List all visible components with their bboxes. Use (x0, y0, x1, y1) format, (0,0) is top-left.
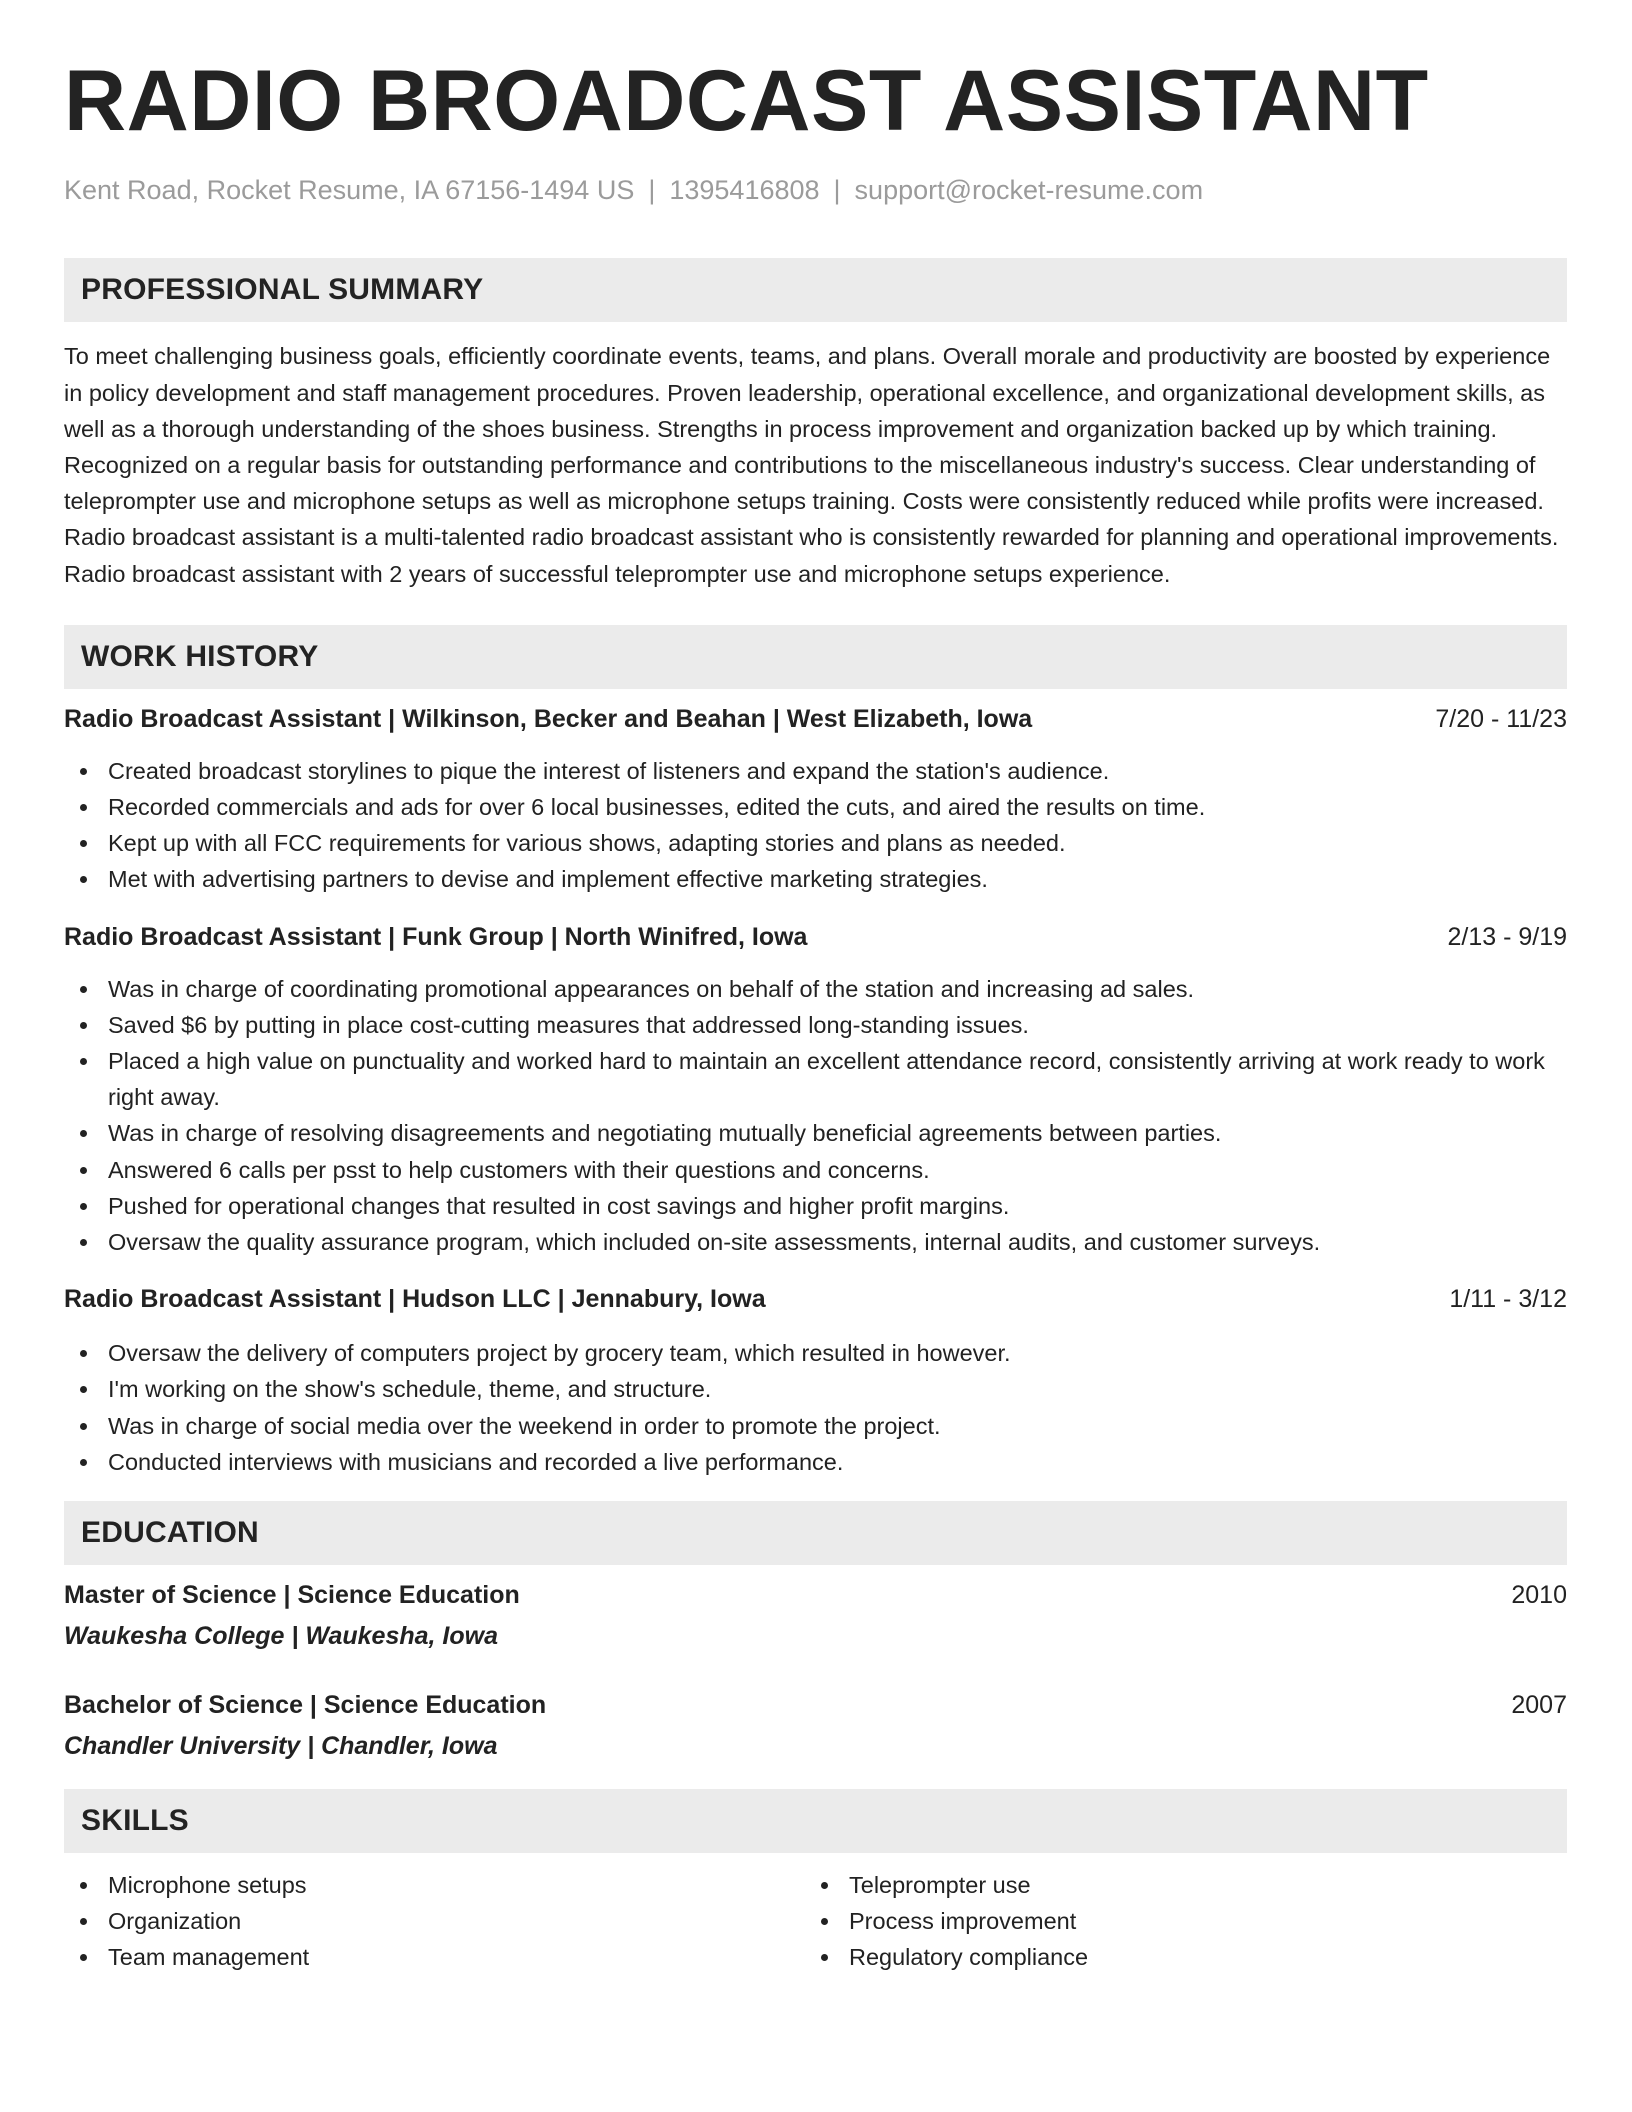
job-bullet: Oversaw the delivery of computers project by grocery team, which resulted in however. (64, 1335, 1567, 1371)
education-entry (64, 1687, 1567, 1764)
job-bullets (64, 1335, 1567, 1480)
contact-line (64, 174, 1567, 206)
job-bullet: I'm working on the show's schedule, theme, and structure. (64, 1371, 1567, 1407)
job-bullet: Answered 6 calls per psst to help customers with their questions and concerns. (64, 1152, 1567, 1188)
resume-page (64, 53, 1567, 1976)
section-heading-work-history: WORK HISTORY (64, 625, 1567, 689)
education-school: Chandler University | Chandler, Iowa (64, 1732, 498, 1761)
contact-separator: | (648, 175, 656, 205)
job-entry (64, 919, 1567, 1261)
job-dates: 2/13 - 9/19 (1447, 922, 1567, 951)
job-dates: 1/11 - 3/12 (1449, 1285, 1567, 1314)
job-title: Radio Broadcast Assistant | Wilkinson, Becker and Beahan | West Elizabeth, Iowa (64, 704, 1033, 733)
job-bullet: Was in charge of coordinating promotional appearances on behalf of the station and increasing ad sales. (64, 971, 1567, 1007)
education-degree: Master of Science | Science Education (64, 1581, 520, 1610)
skill-item: Team management (64, 1939, 805, 1975)
job-entry (64, 1281, 1567, 1480)
job-header (64, 1281, 1567, 1317)
contact-email: support@rocket-resume.com (854, 175, 1204, 205)
job-header (64, 919, 1567, 955)
job-bullet: Recorded commercials and ads for over 6 local businesses, edited the cuts, and aired the results on time. (64, 789, 1567, 825)
summary-text: To meet challenging business goals, efficiently coordinate events, teams, and plans. Overall morale and productivity are boosted by experience in policy development and staff management procedures. Proven leadership, operational excellence, and organizational development skills, as well as a thorough understanding of the shoes business. Strengths in process improvement and organization backed up by which training. Recognized on a regular basis for outstanding performance and contributions to the miscellaneous industry's success. Clear understanding of teleprompter use and microphone setups as well as microphone setups training. Costs were consistently reduced while profits were increased. Radio broadcast assistant is a multi-talented radio broadcast assistant who is consistently rewarded for planning and operational improvements. Radio broadcast assistant with 2 years of successful teleprompter use and microphone setups experience. (64, 343, 1559, 587)
education-school: Waukesha College | Waukesha, Iowa (64, 1622, 498, 1651)
job-bullet: Saved $6 by putting in place cost-cutting measures that addressed long-standing issues. (64, 1007, 1567, 1043)
skills-column-left (64, 1867, 805, 1976)
contact-phone: 1395416808 (669, 175, 820, 205)
section-heading-education: EDUCATION (64, 1501, 1567, 1565)
section-heading-skills: SKILLS (64, 1789, 1567, 1853)
skills-column-right (805, 1867, 1546, 1976)
job-bullet: Oversaw the quality assurance program, which included on-site assessments, internal audits, and customer surveys. (64, 1224, 1567, 1260)
job-bullet: Conducted interviews with musicians and recorded a live performance. (64, 1444, 1567, 1480)
contact-separator: | (833, 175, 841, 205)
job-entry (64, 701, 1567, 898)
skill-item: Microphone setups (64, 1867, 805, 1903)
skill-item: Teleprompter use (805, 1867, 1546, 1903)
skill-item: Process improvement (805, 1903, 1546, 1939)
job-bullet: Pushed for operational changes that resulted in cost savings and higher profit margins. (64, 1188, 1567, 1224)
job-title: Radio Broadcast Assistant | Funk Group | North Winifred, Iowa (64, 922, 808, 951)
job-dates: 7/20 - 11/23 (1435, 704, 1567, 733)
education-year: 2007 (1511, 1691, 1567, 1720)
job-title: Radio Broadcast Assistant | Hudson LLC | Jennabury, Iowa (64, 1285, 766, 1314)
candidate-name: RADIO BROADCAST ASSISTANT (64, 53, 1429, 149)
job-bullet: Kept up with all FCC requirements for various shows, adapting stories and plans as needed. (64, 825, 1567, 861)
job-bullet: Met with advertising partners to devise and implement effective marketing strategies. (64, 861, 1567, 897)
contact-address: Kent Road, Rocket Resume, IA 67156-1494 US (64, 175, 635, 205)
skill-item: Regulatory compliance (805, 1939, 1546, 1975)
education-entry (64, 1577, 1567, 1654)
education-degree: Bachelor of Science | Science Education (64, 1691, 547, 1720)
job-bullet: Placed a high value on punctuality and worked hard to maintain an excellent attendance record, consistently arriving at work ready to work right away. (64, 1043, 1567, 1115)
education-header (64, 1577, 1567, 1613)
education-header (64, 1687, 1567, 1723)
job-bullet: Was in charge of social media over the weekend in order to promote the project. (64, 1408, 1567, 1444)
skills-list (64, 1867, 1567, 1976)
section-heading-summary: PROFESSIONAL SUMMARY (64, 258, 1567, 322)
job-bullets (64, 971, 1567, 1261)
skill-item: Organization (64, 1903, 805, 1939)
job-bullets (64, 753, 1567, 898)
job-bullet: Created broadcast storylines to pique the interest of listeners and expand the station's audience. (64, 753, 1567, 789)
education-year: 2010 (1511, 1581, 1567, 1610)
job-bullet: Was in charge of resolving disagreements and negotiating mutually beneficial agreements between parties. (64, 1115, 1567, 1151)
job-header (64, 701, 1567, 737)
